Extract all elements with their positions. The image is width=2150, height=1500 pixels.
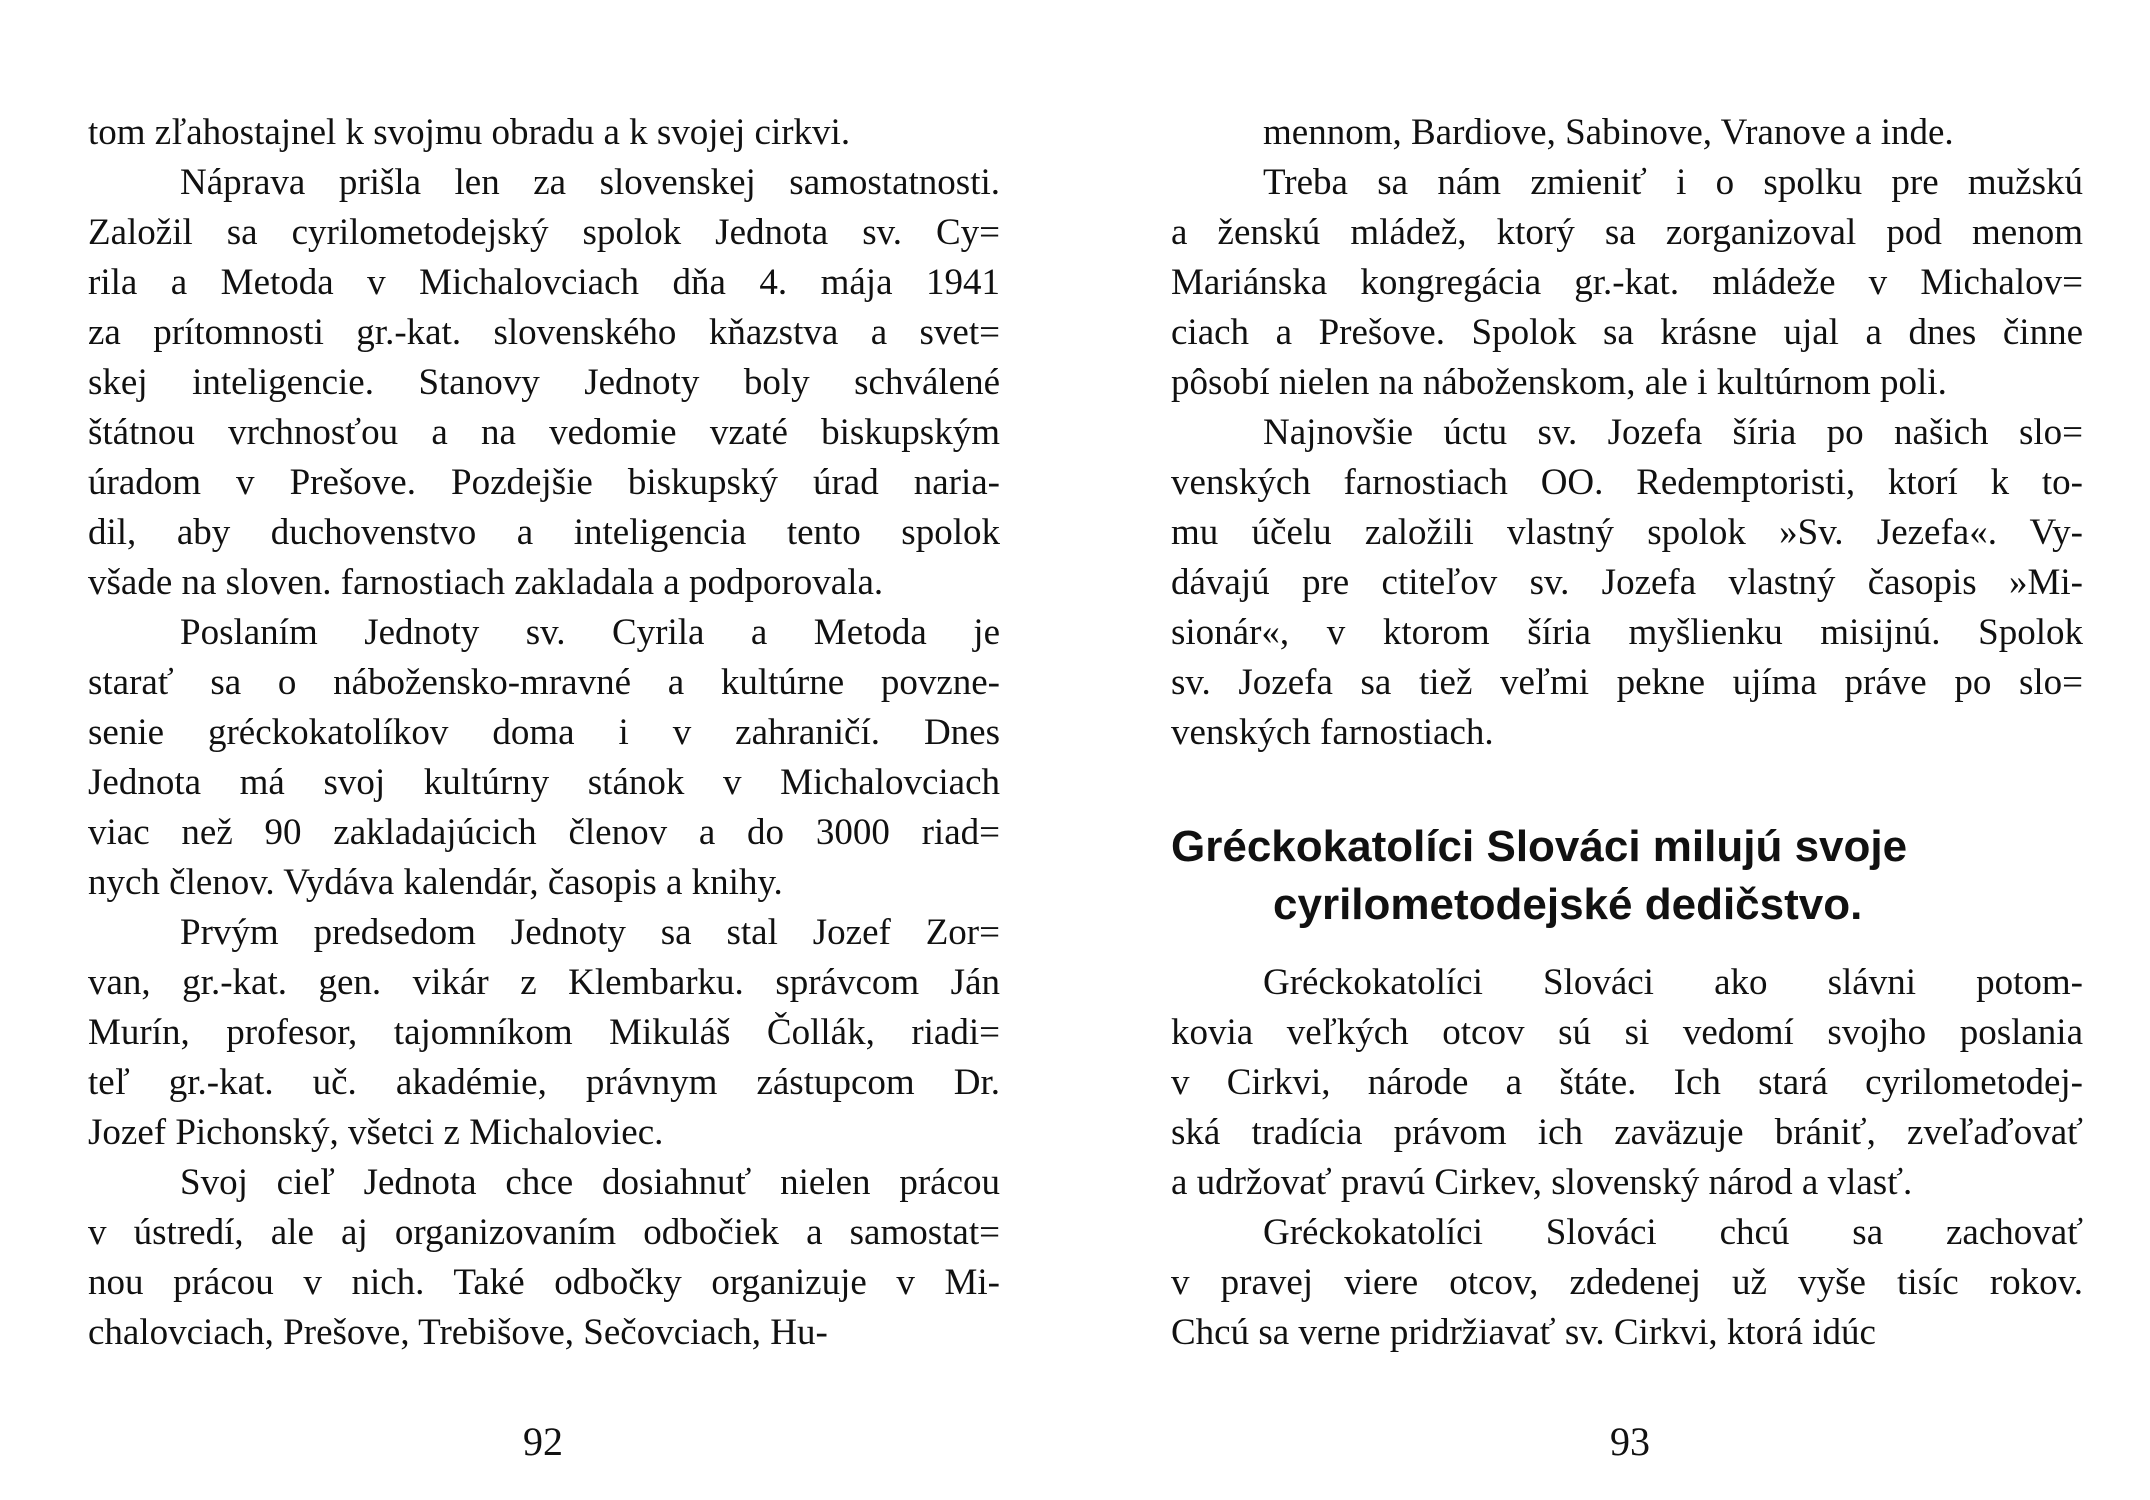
text-line: teľ gr.-kat. uč. akadémie, právnym zástupcom Dr. [88,1062,1000,1103]
text-line: starať sa o nábožensko-mravné a kultúrne povzne- [88,662,1000,703]
text-line: kovia veľkých otcov sú si vedomí svojho poslania [1171,1012,2083,1053]
text-line: chalovciach, Prešove, Trebišove, Sečovciach, Hu- [88,1312,828,1353]
section-heading-line-1: Gréckokatolíci Slováci milujú svoje [1171,822,1908,871]
paragraph [1171,158,2083,408]
text-line: dil, aby duchovenstvo a inteligencia tento spolok [88,512,1000,553]
text-line: viac než 90 zakladajúcich členov a do 3000 riad= [88,812,1000,853]
text-line: Jozef Pichonský, všetci z Michaloviec. [88,1112,664,1153]
text-line: pôsobí nielen na náboženskom, ale i kultúrnom poli. [1171,362,1947,403]
text-line: Svoj cieľ Jednota chce dosiahnuť nielen prácou [180,1162,1000,1203]
section-heading [1171,818,1907,934]
text-line: Poslaním Jednoty sv. Cyrila a Metoda je [180,612,1000,653]
paragraph [88,158,1000,608]
text-line: štátnou vrchnosťou a na vedomie vzaté biskupským [88,412,1000,453]
paragraph [1171,958,2083,1208]
text-line: mennom, Bardiove, Sabinove, Vranove a inde. [1263,112,1954,153]
text-line: Gréckokatolíci Slováci ako slávni potom- [1263,962,2083,1003]
text-line: ská tradícia právom ich zaväzuje brániť, zveľaďovať [1171,1112,2083,1153]
text-line: v Cirkvi, národe a štáte. Ich stará cyrilometodej- [1171,1062,2083,1103]
text-line: Treba sa nám zmieniť i o spolku pre mužskú [1263,162,2083,203]
text-line: venských farnostiach. [1171,712,1494,753]
text-line: dávajú pre ctiteľov sv. Jozefa vlastný časopis »Mi- [1171,562,2083,603]
text-line: senie gréckokatolíkov doma i v zahraničí. Dnes [88,712,1000,753]
text-line: všade na sloven. farnostiach zakladala a podporovala. [88,562,884,603]
paragraph [1171,108,2083,158]
right-page-body-bottom [1171,958,2083,1358]
text-line: v pravej viere otcov, zdedenej už vyše tisíc rokov. [1171,1262,2083,1303]
right-page-body-top [1171,108,2083,758]
page-number-left: 92 [523,1419,563,1464]
paragraph [88,108,1000,158]
paragraph [1171,1208,2083,1358]
text-line: a udržovať pravú Cirkev, slovenský národ a vlasť. [1171,1162,1913,1203]
text-line: Prvým predsedom Jednoty sa stal Jozef Zor= [180,912,1000,953]
paragraph [1171,408,2083,758]
text-line: Chcú sa verne pridržiavať sv. Cirkvi, ktorá idúc [1171,1312,1876,1353]
text-line: van, gr.-kat. gen. vikár z Klembarku. správcom Ján [88,962,1000,1003]
text-line: sv. Jozefa sa tiež veľmi pekne ujíma práve po slo= [1171,662,2083,703]
text-line: mu účelu založili vlastný spolok »Sv. Jezefa«. Vy- [1171,512,2083,553]
text-line: nou prácou v nich. Také odbočky organizuje v Mi- [88,1262,1000,1303]
paragraph [88,908,1000,1158]
section-heading-line-2: cyrilometodejské dedičstvo. [1273,880,1863,929]
left-page-body [88,108,1000,1358]
text-line: úradom v Prešove. Pozdejšie biskupský úrad naria- [88,462,1000,503]
text-line: Murín, profesor, tajomníkom Mikuláš Čollák, riadi= [88,1012,1000,1053]
text-line: ciach a Prešove. Spolok sa krásne ujal a dnes činne [1171,312,2083,353]
text-line: venských farnostiach OO. Redemptoristi, ktorí k to- [1171,462,2083,503]
right-page [1075,0,2150,1500]
text-line: tom zľahostajnel k svojmu obradu a k svojej cirkvi. [88,112,851,153]
text-line: v ústredí, ale aj organizovaním odbočiek a samostat= [88,1212,1000,1253]
text-line: nych členov. Vydáva kalendár, časopis a knihy. [88,862,783,903]
text-line: Založil sa cyrilometodejský spolok Jednota sv. Cy= [88,212,1000,253]
text-line: Náprava prišla len za slovenskej samostatnosti. [180,162,1000,203]
paragraph [88,608,1000,908]
text-line: Najnovšie úctu sv. Jozefa šíria po našich slo= [1263,412,2083,453]
page-number-right: 93 [1610,1419,1650,1464]
text-line: Jednota má svoj kultúrny stánok v Michalovciach [88,762,1000,803]
text-line: rila a Metoda v Michalovciach dňa 4. mája 1941 [88,262,1000,303]
text-line: Mariánska kongregácia gr.-kat. mládeže v Michalov= [1171,262,2083,303]
text-line: skej inteligencie. Stanovy Jednoty boly schválené [88,362,1000,403]
text-line: Gréckokatolíci Slováci chcú sa zachovať [1263,1212,2083,1253]
paragraph [88,1158,1000,1358]
text-line: za prítomnosti gr.-kat. slovenského kňazstva a svet= [88,312,1000,353]
text-line: a ženskú mládež, ktorý sa zorganizoval pod menom [1171,212,2083,253]
text-line: sionár«, v ktorom šíria myšlienku misijnú. Spolok [1171,612,2083,653]
